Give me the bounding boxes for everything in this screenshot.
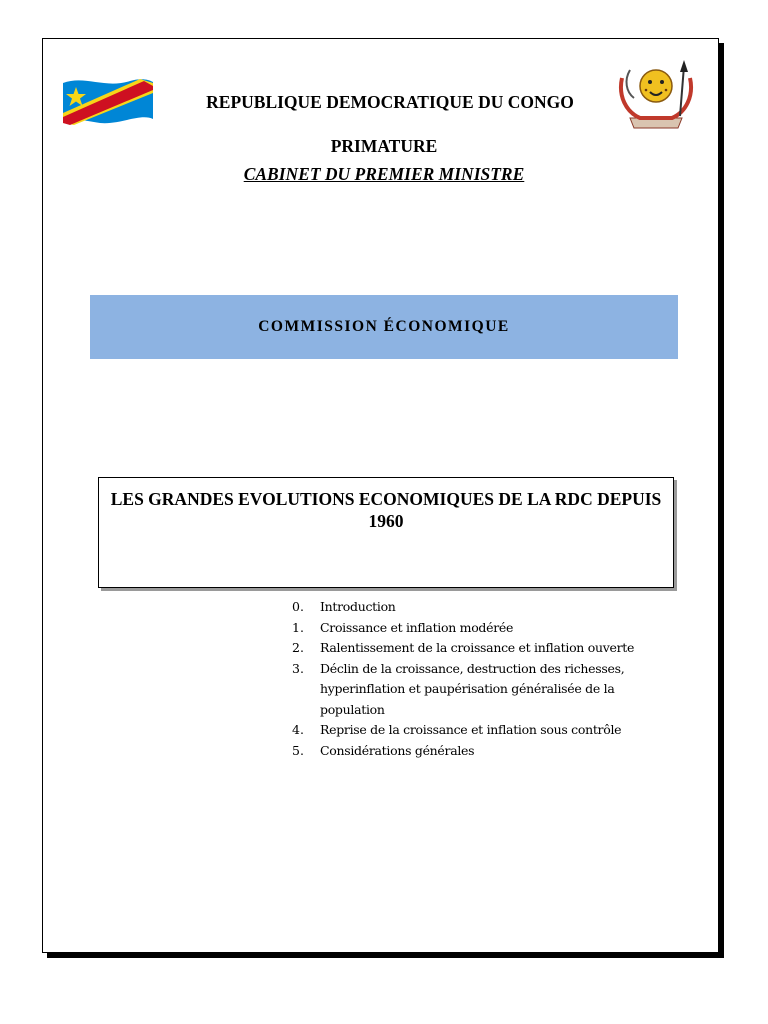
toc-text: Déclin de la croissance, destruction des richesses, hyperinflation et paupérisation généralisée de la population xyxy=(320,660,625,717)
toc-number: 4. xyxy=(292,722,304,737)
toc-number: 0. xyxy=(292,599,304,614)
toc-text: Considérations générales xyxy=(320,742,475,758)
cabinet-name: CABINET DU PREMIER MINISTRE xyxy=(243,164,525,184)
toc-number: 1. xyxy=(292,619,304,635)
toc-item xyxy=(292,720,672,741)
title-box xyxy=(98,477,674,588)
toc-number: 3. xyxy=(292,660,304,676)
toc-number: 5. xyxy=(292,742,304,758)
toc-text: Ralentissement de la croissance et inflation ouverte xyxy=(320,640,635,655)
toc-item xyxy=(292,659,672,721)
office-name: PRIMATURE xyxy=(330,136,438,156)
toc-item xyxy=(292,597,672,618)
commission-label: COMMISSION ÉCONOMIQUE xyxy=(258,318,510,335)
country-name: REPUBLIQUE DEMOCRATIQUE DU CONGO xyxy=(206,92,574,112)
toc-number: 2. xyxy=(292,640,304,655)
table-of-contents xyxy=(292,597,672,761)
commission-banner xyxy=(90,295,678,359)
toc-item xyxy=(292,638,672,659)
toc-text: Introduction xyxy=(320,599,396,614)
toc-item xyxy=(292,741,672,762)
toc-text: Croissance et inflation modérée xyxy=(320,619,514,635)
toc-text: Reprise de la croissance et inflation sous contrôle xyxy=(320,722,622,737)
drc-flag-icon xyxy=(60,73,155,129)
document-title: LES GRANDES EVOLUTIONS ECONOMIQUES DE LA RDC DEPUIS 1960 xyxy=(110,489,662,531)
toc-item xyxy=(292,618,672,639)
